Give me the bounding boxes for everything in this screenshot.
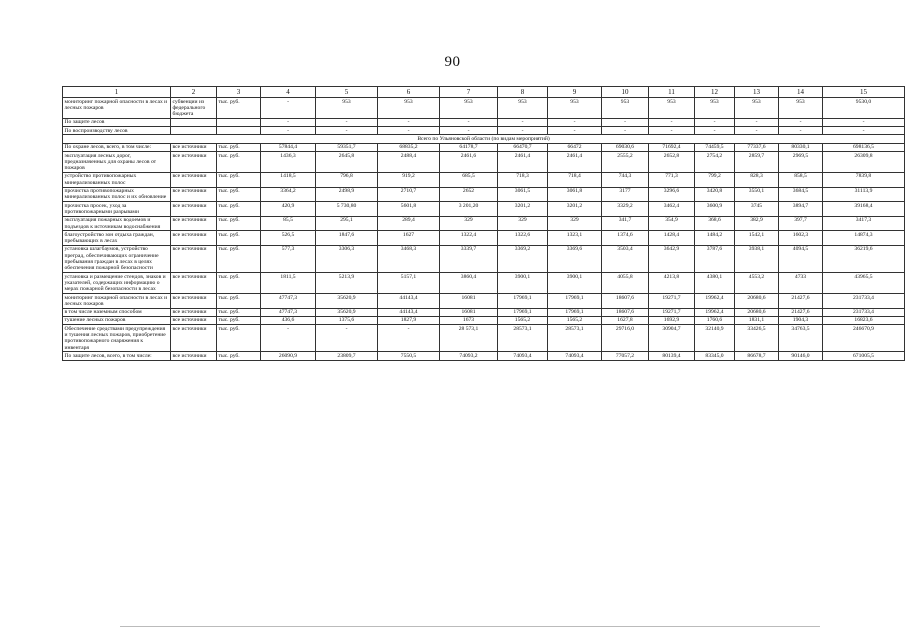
funding-source-cell: все источники	[171, 325, 217, 352]
value-cell: 28 573,1	[440, 325, 498, 352]
unit-cell: тыс. руб.	[217, 245, 261, 272]
value-cell: 2555,2	[602, 152, 649, 173]
unit-cell	[217, 118, 261, 126]
value-cell: -	[649, 118, 695, 126]
activity-name-cell: По защите лесов, всего, в том числе:	[63, 352, 171, 360]
value-cell: 3468,3	[378, 245, 440, 272]
value-cell: 30904,7	[649, 325, 695, 352]
value-cell: 20680,6	[735, 294, 779, 309]
value-cell: 68835,2	[378, 143, 440, 151]
value-cell: 16081	[440, 294, 498, 309]
activity-name-cell: По охране лесов, всего, в том числе:	[63, 143, 171, 151]
funding-source-cell: все источники	[171, 294, 217, 309]
value-cell: 1904,3	[779, 316, 823, 324]
value-cell: 85,5	[261, 216, 316, 231]
value-cell: 9530,0	[823, 98, 905, 119]
activity-name-cell: установка шлагбаумов, устройство преград, обеспечивающих ограничение пребывания граждан в лесах в целях обеспечения пожарной безопасности	[63, 245, 171, 272]
value-cell: -	[548, 118, 602, 126]
value-cell: -	[823, 127, 905, 135]
funding-source-cell: все источники	[171, 273, 217, 294]
value-cell: 16823,6	[823, 316, 905, 324]
value-cell: 1673	[440, 316, 498, 324]
value-cell: 23809,7	[316, 352, 378, 360]
value-cell: 2461,6	[440, 152, 498, 173]
funding-source-cell: все источники	[171, 202, 217, 217]
value-cell: 3061,5	[498, 187, 548, 202]
value-cell: 47747,3	[261, 308, 316, 316]
value-cell: 14874,3	[823, 231, 905, 246]
value-cell: 953	[779, 98, 823, 119]
table-row	[63, 118, 905, 126]
value-cell: 35620,9	[316, 294, 378, 309]
funding-source-cell: все источники	[171, 152, 217, 173]
value-cell: 577,3	[261, 245, 316, 272]
value-cell: 47747,3	[261, 294, 316, 309]
table-row	[63, 127, 905, 135]
unit-cell	[217, 127, 261, 135]
funding-source-cell	[171, 118, 217, 126]
value-cell: 354,9	[649, 216, 695, 231]
value-cell: 526,5	[261, 231, 316, 246]
value-cell: 4553,2	[735, 273, 779, 294]
value-cell: 3364,2	[261, 187, 316, 202]
value-cell: 5157,1	[378, 273, 440, 294]
value-cell: -	[261, 98, 316, 119]
page-number: 90	[444, 54, 461, 70]
funding-source-cell: все источники	[171, 352, 217, 360]
value-cell: 3894,7	[779, 202, 823, 217]
table-row	[63, 352, 905, 360]
value-cell: 718,3	[498, 172, 548, 187]
value-cell: 246670,9	[823, 325, 905, 352]
value-cell: 1322,4	[440, 231, 498, 246]
value-cell: 4380,1	[695, 273, 735, 294]
value-cell: 953	[548, 98, 602, 119]
value-cell: 771,3	[649, 172, 695, 187]
value-cell: 1692,9	[649, 316, 695, 324]
value-cell: 36219,6	[823, 245, 905, 272]
value-cell: -	[498, 118, 548, 126]
column-header: 15	[823, 87, 905, 98]
value-cell: -	[316, 118, 378, 126]
value-cell: 59351,7	[316, 143, 378, 151]
activity-name-cell: По воспроизводству лесов	[63, 127, 171, 135]
value-cell: 3642,9	[649, 245, 695, 272]
value-cell: 1847,6	[316, 231, 378, 246]
activity-name-cell: мониторинг пожарной опасности в лесах и лесных пожаров	[63, 98, 171, 119]
column-header: 14	[779, 87, 823, 98]
value-cell: 953	[440, 98, 498, 119]
value-cell: 953	[316, 98, 378, 119]
value-cell: -	[261, 127, 316, 135]
value-cell: 74093,2	[440, 352, 498, 360]
value-cell: 3329,2	[602, 202, 649, 217]
value-cell: 341,7	[602, 216, 649, 231]
value-cell: -	[779, 127, 823, 135]
value-cell: 71692,4	[649, 143, 695, 151]
value-cell: 1760,6	[695, 316, 735, 324]
value-cell: -	[261, 325, 316, 352]
activity-name-cell: эксплуатация пожарных водоемов и подъездов к источникам водоснабжения	[63, 216, 171, 231]
value-cell: 26309,8	[823, 152, 905, 173]
value-cell: 69030,6	[602, 143, 649, 151]
value-cell: 953	[498, 98, 548, 119]
funding-source-cell: все источники	[171, 143, 217, 151]
value-cell: -	[695, 118, 735, 126]
value-cell: 1827,9	[378, 316, 440, 324]
value-cell: 19271,7	[649, 294, 695, 309]
unit-cell: тыс. руб.	[217, 98, 261, 119]
table-row	[63, 172, 905, 187]
value-cell: -	[548, 127, 602, 135]
value-cell: 1811,5	[261, 273, 316, 294]
value-cell: 420,9	[261, 202, 316, 217]
value-cell: 3296,6	[649, 187, 695, 202]
value-cell: 18607,6	[602, 294, 649, 309]
value-cell: -	[316, 127, 378, 135]
table-row	[63, 152, 905, 173]
value-cell: 2488,4	[378, 152, 440, 173]
value-cell: 953	[649, 98, 695, 119]
value-cell: 1374,6	[602, 231, 649, 246]
value-cell: 3177	[602, 187, 649, 202]
value-cell: 64178,7	[440, 143, 498, 151]
activity-name-cell: мониторинг пожарной опасности в лесах и лесных пожаров	[63, 294, 171, 309]
value-cell: 20680,6	[735, 308, 779, 316]
table-row	[63, 187, 905, 202]
value-cell: 7839,8	[823, 172, 905, 187]
value-cell: 35620,9	[316, 308, 378, 316]
unit-cell: тыс. руб.	[217, 316, 261, 324]
funding-source-cell: все источники	[171, 231, 217, 246]
value-cell: 799,2	[695, 172, 735, 187]
activity-name-cell: в том числе наземным способом	[63, 308, 171, 316]
value-cell: -	[316, 325, 378, 352]
value-cell: -	[735, 127, 779, 135]
activity-name-cell: установка и размещение стендов, знаков и указателей, содержащих информацию о мерах пожарной безопасности в лесах	[63, 273, 171, 294]
funding-source-cell: все источники	[171, 308, 217, 316]
value-cell: 1542,1	[735, 231, 779, 246]
table-body	[63, 98, 905, 361]
value-cell: 4094,5	[779, 245, 823, 272]
value-cell: 3900,1	[548, 273, 602, 294]
table-row	[63, 308, 905, 316]
value-cell: 19962,4	[695, 294, 735, 309]
value-cell: 231733,4	[823, 294, 905, 309]
table-row	[63, 216, 905, 231]
value-cell: 436,6	[261, 316, 316, 324]
value-cell: 32140,9	[695, 325, 735, 352]
value-cell: 66472	[548, 143, 602, 151]
value-cell: 3369,6	[548, 245, 602, 272]
value-cell: 16081	[440, 308, 498, 316]
unit-cell: тыс. руб.	[217, 231, 261, 246]
value-cell: 5601,8	[378, 202, 440, 217]
value-cell: 3550,1	[735, 187, 779, 202]
value-cell: -	[378, 127, 440, 135]
column-header: 2	[171, 87, 217, 98]
value-cell: 2754,2	[695, 152, 735, 173]
value-cell: 329	[498, 216, 548, 231]
funding-source-cell: все источники	[171, 187, 217, 202]
value-cell: 19271,7	[649, 308, 695, 316]
value-cell: 2859,7	[735, 152, 779, 173]
column-header: 9	[548, 87, 602, 98]
value-cell: 1627	[378, 231, 440, 246]
value-cell: 1565,2	[548, 316, 602, 324]
value-cell: 29716,0	[602, 325, 649, 352]
column-header: 5	[316, 87, 378, 98]
value-cell: 2710,7	[378, 187, 440, 202]
value-cell: 3938,1	[735, 245, 779, 272]
budget-table	[62, 86, 905, 361]
section-row	[63, 135, 905, 143]
value-cell: -	[261, 118, 316, 126]
value-cell: 28573,1	[548, 325, 602, 352]
table-row	[63, 316, 905, 324]
value-cell: 919,2	[378, 172, 440, 187]
value-cell: 33426,5	[735, 325, 779, 352]
value-cell: 80139,4	[649, 352, 695, 360]
value-cell: 4213,8	[649, 273, 695, 294]
value-cell: 21427,6	[779, 308, 823, 316]
value-cell: 3600,9	[695, 202, 735, 217]
value-cell: 289,4	[378, 216, 440, 231]
value-cell: 4055,8	[602, 273, 649, 294]
value-cell: 1418,5	[261, 172, 316, 187]
value-cell: 3420,8	[695, 187, 735, 202]
table-row	[63, 143, 905, 151]
value-cell: 77057,2	[602, 352, 649, 360]
value-cell: 2652	[440, 187, 498, 202]
unit-cell: тыс. руб.	[217, 308, 261, 316]
activity-name-cell: устройство противопожарных минерализованных полос	[63, 172, 171, 187]
value-cell: 5213,9	[316, 273, 378, 294]
value-cell: 329	[548, 216, 602, 231]
unit-cell: тыс. руб.	[217, 152, 261, 173]
value-cell: 19962,4	[695, 308, 735, 316]
column-header: 11	[649, 87, 695, 98]
value-cell: 34763,5	[779, 325, 823, 352]
table-row	[63, 273, 905, 294]
value-cell: 1375,6	[316, 316, 378, 324]
value-cell: 1602,3	[779, 231, 823, 246]
activity-name-cell: эксплуатация лесных дорог, предназначенных для охраны лесов от пожаров	[63, 152, 171, 173]
table-row	[63, 202, 905, 217]
value-cell: 858,5	[779, 172, 823, 187]
value-cell: 1484,2	[695, 231, 735, 246]
header-row	[63, 87, 905, 98]
value-cell: 2969,5	[779, 152, 823, 173]
value-cell: 685,5	[440, 172, 498, 187]
value-cell: 74459,5	[695, 143, 735, 151]
activity-name-cell: Обеспечение средствами предупреждения и тушения лесных пожаров, приобретение противопожарного снаряжения к инвентаря	[63, 325, 171, 352]
value-cell: 3061,8	[548, 187, 602, 202]
value-cell: 44143,4	[378, 308, 440, 316]
unit-cell: тыс. руб.	[217, 172, 261, 187]
value-cell: 3462,4	[649, 202, 695, 217]
unit-cell: тыс. руб.	[217, 202, 261, 217]
value-cell: 83345,0	[695, 352, 735, 360]
value-cell: 796,8	[316, 172, 378, 187]
value-cell: 3369,2	[498, 245, 548, 272]
value-cell: 28573,1	[498, 325, 548, 352]
funding-source-cell: все источники	[171, 216, 217, 231]
value-cell: 4733	[779, 273, 823, 294]
table-row	[63, 231, 905, 246]
value-cell: 17969,1	[498, 308, 548, 316]
value-cell: 3339,7	[440, 245, 498, 272]
funding-source-cell: субвенции из федерального бюджета	[171, 98, 217, 119]
value-cell: 7550,5	[378, 352, 440, 360]
value-cell: 77337,6	[735, 143, 779, 151]
value-cell: 698136,5	[823, 143, 905, 151]
unit-cell: тыс. руб.	[217, 216, 261, 231]
value-cell: 39168,4	[823, 202, 905, 217]
activity-name-cell: прочистка просек, уход за противопожарными разрывами	[63, 202, 171, 217]
funding-source-cell	[171, 127, 217, 135]
value-cell: -	[735, 118, 779, 126]
funding-source-cell: все источники	[171, 172, 217, 187]
value-cell: 43965,5	[823, 273, 905, 294]
value-cell: 3900,1	[498, 273, 548, 294]
value-cell: 26090,9	[261, 352, 316, 360]
unit-cell: тыс. руб.	[217, 187, 261, 202]
value-cell: 1627,8	[602, 316, 649, 324]
unit-cell: тыс. руб.	[217, 325, 261, 352]
value-cell: 3684,5	[779, 187, 823, 202]
value-cell: -	[498, 127, 548, 135]
value-cell: 953	[378, 98, 440, 119]
value-cell: 718,4	[548, 172, 602, 187]
value-cell: 44143,4	[378, 294, 440, 309]
value-cell: 18607,6	[602, 308, 649, 316]
value-cell: 2498,9	[316, 187, 378, 202]
value-cell: 953	[735, 98, 779, 119]
column-header: 7	[440, 87, 498, 98]
value-cell: 1322,6	[498, 231, 548, 246]
value-cell: 1323,1	[548, 231, 602, 246]
value-cell: 231733,4	[823, 308, 905, 316]
section-title: Всего по Ульяновской области (по видам мероприятий)	[63, 135, 905, 143]
value-cell: 3201,2	[548, 202, 602, 217]
funding-source-cell: все источники	[171, 316, 217, 324]
table-row	[63, 294, 905, 309]
value-cell: 2645,8	[316, 152, 378, 173]
value-cell: 953	[602, 98, 649, 119]
value-cell: 17969,1	[548, 308, 602, 316]
value-cell: 295,1	[316, 216, 378, 231]
value-cell: -	[378, 325, 440, 352]
value-cell: 66470,7	[498, 143, 548, 151]
value-cell: 3 201,20	[440, 202, 498, 217]
value-cell: 2461,4	[548, 152, 602, 173]
activity-name-cell: благоустройство зон отдыха граждан, пребывающих в лесах	[63, 231, 171, 246]
column-header: 4	[261, 87, 316, 98]
value-cell: 744,3	[602, 172, 649, 187]
column-header: 10	[602, 87, 649, 98]
column-header: 1	[63, 87, 171, 98]
value-cell: 3417,3	[823, 216, 905, 231]
value-cell: 90146,0	[779, 352, 823, 360]
value-cell: 2652,8	[649, 152, 695, 173]
value-cell: 3306,3	[316, 245, 378, 272]
value-cell: -	[602, 127, 649, 135]
value-cell: 21427,6	[779, 294, 823, 309]
value-cell: 382,9	[735, 216, 779, 231]
unit-cell: тыс. руб.	[217, 294, 261, 309]
value-cell: 671005,5	[823, 352, 905, 360]
table-row	[63, 325, 905, 352]
value-cell: 2461,4	[498, 152, 548, 173]
unit-cell: тыс. руб.	[217, 273, 261, 294]
value-cell: 74093,4	[498, 352, 548, 360]
unit-cell: тыс. руб.	[217, 143, 261, 151]
value-cell: 74093,4	[548, 352, 602, 360]
value-cell: 828,3	[735, 172, 779, 187]
table-row	[63, 98, 905, 119]
table-row	[63, 245, 905, 272]
unit-cell: тыс. руб.	[217, 352, 261, 360]
value-cell: 3787,6	[695, 245, 735, 272]
value-cell: 1831,1	[735, 316, 779, 324]
value-cell: 3503,4	[602, 245, 649, 272]
column-header: 8	[498, 87, 548, 98]
value-cell: 3860,4	[440, 273, 498, 294]
value-cell: 17969,1	[548, 294, 602, 309]
value-cell: 329	[440, 216, 498, 231]
value-cell: 368,6	[695, 216, 735, 231]
value-cell: 3201,2	[498, 202, 548, 217]
value-cell: 17969,1	[498, 294, 548, 309]
scan-line-bottom	[120, 626, 820, 627]
value-cell: 1565,2	[498, 316, 548, 324]
value-cell: -	[779, 118, 823, 126]
funding-source-cell: все источники	[171, 245, 217, 272]
value-cell: 31113,9	[823, 187, 905, 202]
value-cell: 80330,1	[779, 143, 823, 151]
activity-name-cell: прочистка противопожарных минерализованных полос и их обновление	[63, 187, 171, 202]
value-cell: -	[378, 118, 440, 126]
value-cell: -	[649, 127, 695, 135]
value-cell: 1436,3	[261, 152, 316, 173]
value-cell: 5 730,80	[316, 202, 378, 217]
value-cell: 1428,4	[649, 231, 695, 246]
value-cell: 57844,4	[261, 143, 316, 151]
column-header: 6	[378, 87, 440, 98]
value-cell: -	[440, 127, 498, 135]
value-cell: 397,7	[779, 216, 823, 231]
value-cell: -	[602, 118, 649, 126]
value-cell: -	[823, 118, 905, 126]
column-header: 13	[735, 87, 779, 98]
value-cell: -	[440, 118, 498, 126]
value-cell: 86678,7	[735, 352, 779, 360]
value-cell: -	[695, 127, 735, 135]
column-header: 12	[695, 87, 735, 98]
activity-name-cell: По защите лесов	[63, 118, 171, 126]
value-cell: 3745	[735, 202, 779, 217]
activity-name-cell: тушение лесных пожаров	[63, 316, 171, 324]
column-header: 3	[217, 87, 261, 98]
value-cell: 953	[695, 98, 735, 119]
